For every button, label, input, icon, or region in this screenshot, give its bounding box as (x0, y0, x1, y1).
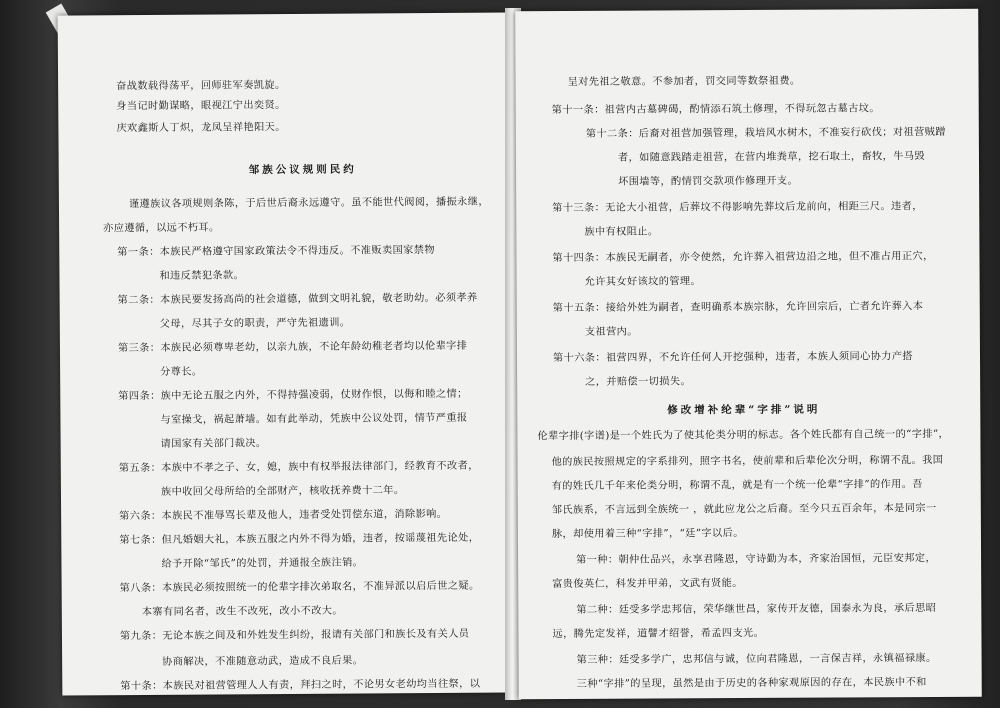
rule-article-line: 第六条：本族民不准辱骂长辈及他人，违者受处罚偿东道，消除影响。 (119, 508, 448, 523)
left-page (58, 12, 513, 695)
rule-article-line: 第十五条：接给外姓为嗣者，查明确系本族宗脉，允许回宗后，亡者允许葬入本 (552, 301, 924, 315)
rule-article-line: 坏围墙等，酌情罚交款项作修理开支。 (618, 175, 799, 188)
rule-article-line: 第十六条：祖营四界，不允许任何人开挖强种，违者，本族人须同心协力产搭 (552, 351, 914, 365)
rule-article-line: 第八条：本族民必须按照统一的伦辈字排次弟取名，不准异派以启后世之疑。 (119, 580, 480, 595)
explanation-line: 第二种：廷受多学忠邦信，荣华继世昌，家传开友德，国泰永为良，承后思昭 (576, 603, 937, 616)
rule-article-line: 族中收回父母所给的全部财产，核收抚养费十二年。 (160, 485, 405, 498)
rule-article-line: 本寨有同名者，改生不改死，改小不改大。 (141, 605, 344, 619)
rule-article-line: 第十三条：无论大小祖营，后葬坟不得影响先葬坟后龙前向，相距三尺。违者， (552, 201, 923, 215)
intro-line: 亦应遵循，以远不朽耳。 (103, 222, 220, 235)
poem-line: 身当记时勤谋略，眼视江宁出奕贤。 (116, 99, 286, 113)
section-title-generation-names: 修改增补纶辈“字排”说明 (667, 403, 821, 417)
rule-article-line: 支祖营内。 (584, 326, 638, 338)
explanation-line: 邹氏族系，不言远到全族统一 ，就此应龙公之后裔。至今只五百余年，本是同宗一 (551, 503, 937, 517)
rule-article-line: 请国家有关部门裁决。 (160, 438, 267, 450)
intro-line: 谨遵族议各项规则条陈，于后世后裔永远遵守。虽不能世代阀阅，播振永继， (128, 196, 489, 211)
rule-article-line: 第七条：但凡婚姻大礼，本族五服之内外不得为婚，违者，按谣蔑祖先论处， (119, 532, 480, 547)
rule-article-line: 第三条：本族民必须尊卑老幼，以亲九族，不论年龄幼稚老者均以伦辈字排 (117, 340, 468, 355)
rule-article-line: 之，并赔偿一切损失。 (585, 376, 692, 388)
explanation-line: 三种“字排”的呈现，虽然是由于历史的各种家观原因的存在，本民族中不和 (576, 677, 927, 690)
rule-article-line: 第十一条：祖营内古墓碑碣，酌情添石筑土修理，不得玩忽古墓古坟。 (551, 103, 880, 117)
explanation-line: 有的姓氏几千年来伦类分明，称谓不乱，就是有一个统一伦辈“字排”的作用。吾 (551, 479, 923, 493)
rule-article-line: 父母，尽其子女的职责，严守先祖遗训。 (159, 317, 351, 330)
rule-article-line: 第二条：本族民要发扬高尚的社会道德，做到文明礼貌，敬老助幼。必须孝养 (117, 292, 478, 307)
rule-article-line: 与室操戈，祸起萧墙。如有此举动，凭族中公议处罚，情节严重报 (160, 412, 468, 426)
rule-article-line: 分尊长。 (160, 366, 203, 378)
poem-line: 庆欢鑫斯人丁炽，龙凤呈祥艳阳天。 (116, 121, 286, 135)
rule-article-line: 第五条：本族中不孝之子、女，媳，族中有权举报法律部门，经教育不改者， (118, 460, 479, 475)
explanation-line: 远，腾先定发祥，道譬才绍誉，希孟四支光。 (552, 627, 765, 641)
rule-article-line: 第四条：族中无论五服之内外，不得持强凌弱，仗财作恨，以侮和睦之情； (118, 388, 468, 403)
rule-article-line: 和违反禁犯条款。 (159, 270, 245, 282)
rule-article-line: 第十条：本族民对祖营管理人人有责，拜扫之时，不论男女老幼均当往祭，以 (120, 678, 481, 693)
explanation-line: 他的族民按照规定的字系排列，照字书名，使前辈和后辈伦次分明，称谓不乱。我国 (551, 454, 944, 469)
explanation-line: 伦辈字排(字谱)是一个姓氏为了使其伦类分明的标志。各个姓氏都有自己统一的“字排”， (537, 428, 950, 443)
explanation-line: 第三种：廷受多学广，忠邦信与诚，位向君隆恩，一言保吉祥，永镇福禄康。 (576, 653, 937, 666)
rule-article-line: 第十四条：本族民无嗣者，亦令使然，允许葬入祖营边沿之地，但不准占用正穴， (552, 251, 934, 265)
rule-article-line: 者，如随意践踏走祖营，在营内堆粪草，挖石取土，畜牧，牛马毁 (617, 151, 926, 164)
poem-line: 奋战数载得荡平，回师驻军奏凯旋。 (116, 79, 286, 93)
section-title-rules: 邹族公议规则民约 (248, 163, 357, 177)
rule-article-line: 族中有权阻止。 (584, 226, 659, 238)
rule-article-line: 呈对先祖之敬意。不参加者，罚交同等数祭祖费。 (567, 75, 801, 88)
explanation-line: 富贵俊英仁，科发并甲弟，文武有贤能。 (552, 578, 743, 591)
explanation-line: 脉，却使用着三种“字排”，“廷”字以后。 (551, 528, 744, 541)
explanation-line: 第一种：朝仲仕品兴，永享君隆恩，守诗勤为本，齐家治国恒，元臣安邦定， (576, 553, 937, 566)
rule-article-line: 第九条：无论本族之间及和外姓发生纠纷，报请有关部门和族长及有关人员 (119, 628, 470, 643)
right-page (515, 9, 982, 699)
rule-article-line: 协商解决，不准随意动武，造成不良后果。 (162, 655, 364, 668)
rule-article-line: 第一条：本族民严格遵守国家政策法令不得违反。不准贩卖国家禁物 (117, 244, 435, 259)
rule-article-line: 允许其女好该坟的管理。 (584, 276, 702, 288)
rule-article-line: 给予开除“邹氏”的处罚，并通报全族注销。 (161, 557, 364, 570)
rule-article-line: 第十二条：后裔对祖营加强管理，栽培风水树木，不准妄行砍伐；对祖营贼蹭 (585, 126, 946, 140)
